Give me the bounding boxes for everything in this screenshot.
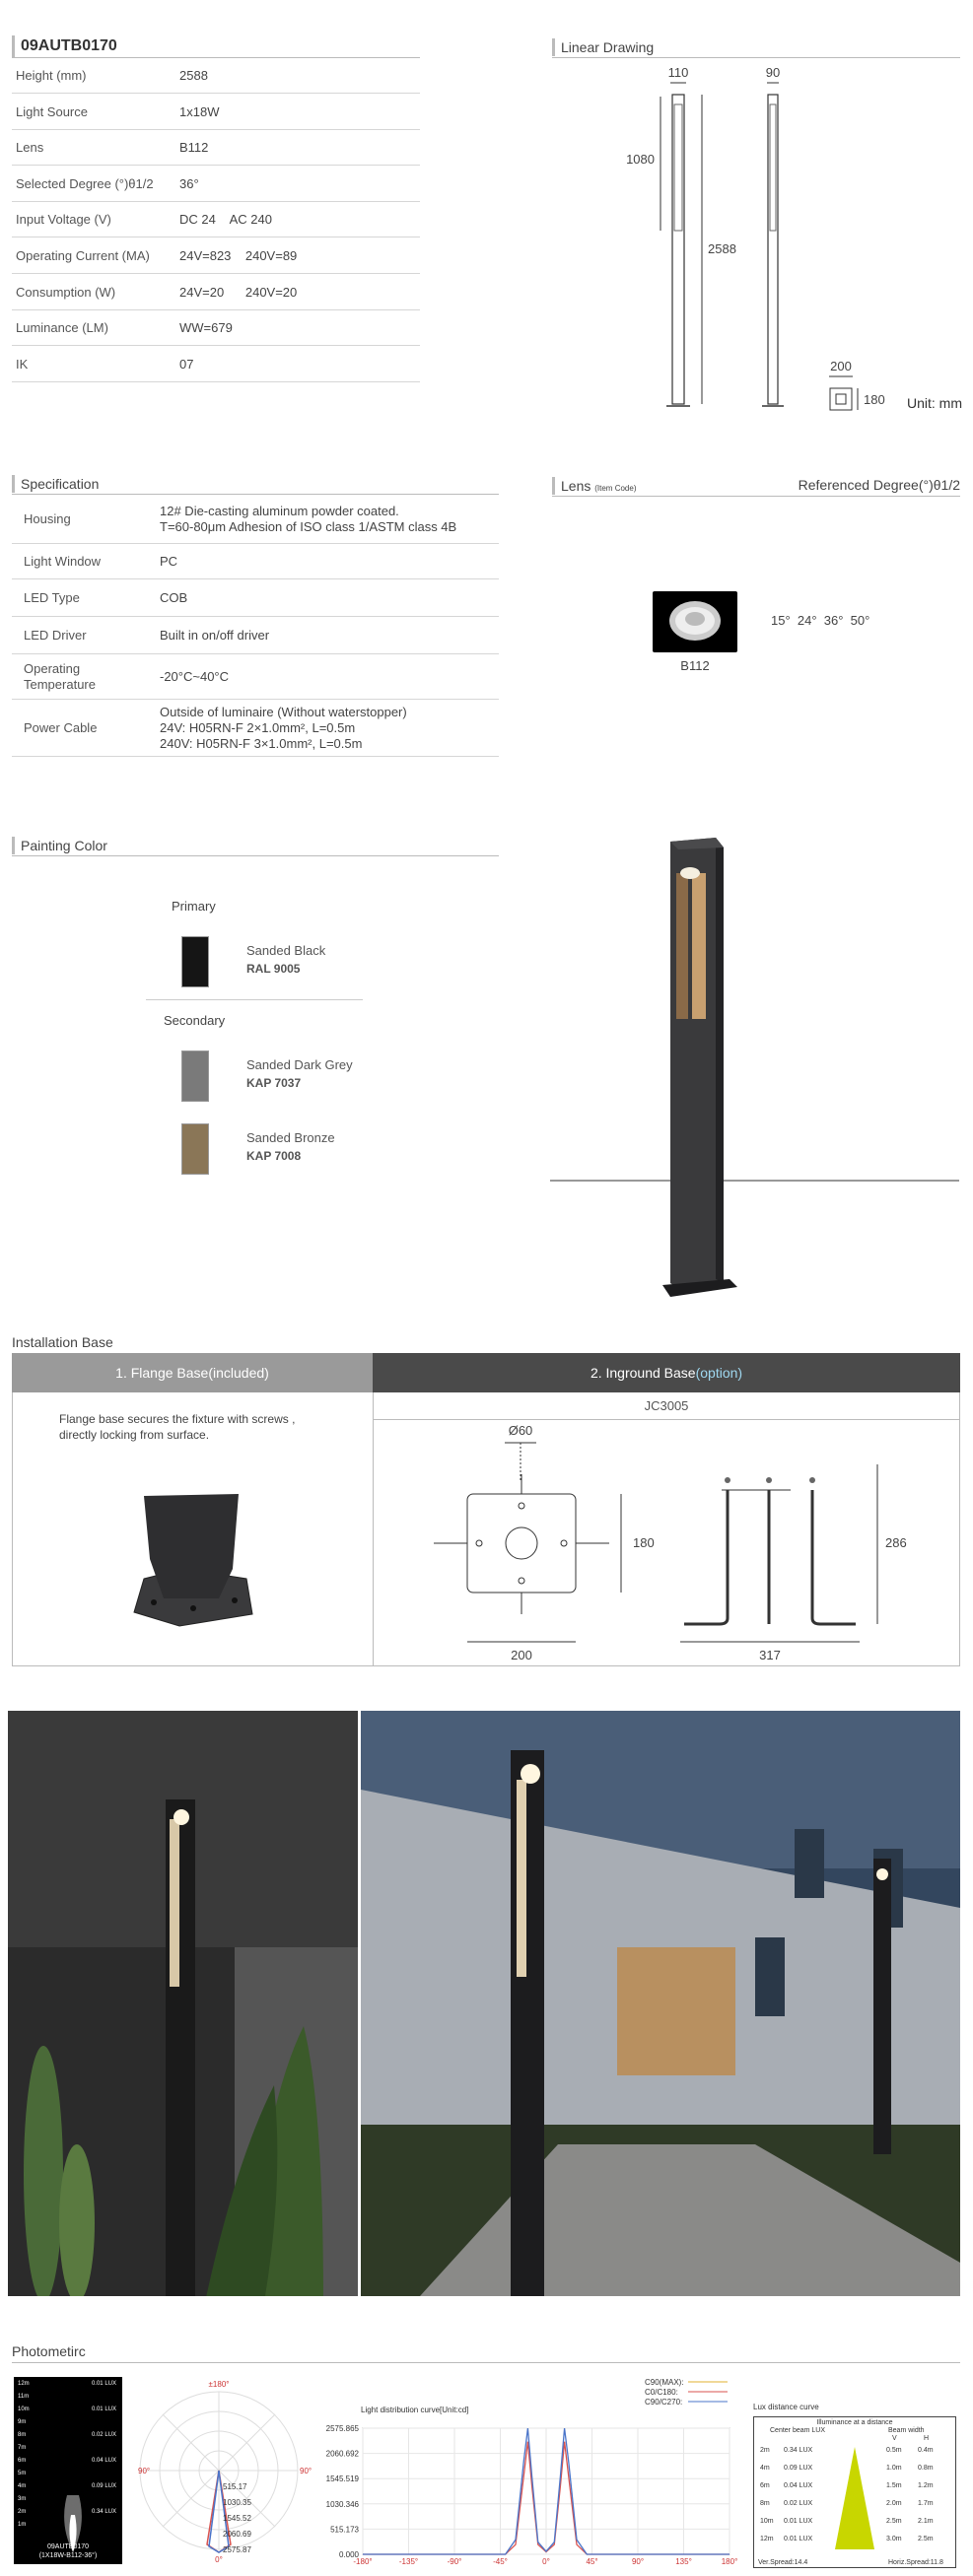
x-tick-label: 180°: [721, 2557, 738, 2566]
spec-label: Operating Current (MA): [16, 248, 150, 263]
installation-title: Installation Base: [12, 1334, 113, 1350]
lens-item-code: B112: [680, 658, 710, 673]
y-tick-label: 1545.519: [325, 2474, 359, 2484]
painting-color-title: Painting Color: [12, 837, 107, 854]
isolux-value-label: 0.01 LUX: [91, 2407, 116, 2412]
spec-row: [12, 167, 420, 202]
isolux-distance-label: 6m: [18, 2458, 27, 2464]
spec-label: IK: [16, 356, 29, 372]
lux-table: Illuminance at a distance Center beam LUX Beam width V H 2m 0.34 LUX 0.5m 0.4m 4m 0.09 LUX 1.0m 0.8m 6m 0.04 LUX 1.5m 1.2m 8m 0.02 LUX 2.0m 1.7m 10m 0.01 LUX 2.5m 2.1m 12m 0.01 LUX 3.0m 2.5m Ver.Spread:14.4 Horiz.Spread:11.8: [753, 2416, 956, 2568]
spec-label: Luminance (LM): [16, 320, 108, 336]
spec-label: Consumption (W): [16, 284, 116, 300]
isolux-distance-label: 10m: [18, 2407, 30, 2412]
frame-divider: [373, 1392, 374, 1666]
lux-row: 12m 0.01 LUX 3.0m 2.5m: [760, 2536, 934, 2542]
svg-text:2575.87: 2575.87: [223, 2545, 251, 2554]
specification-row: [12, 579, 499, 617]
polar-chart: [138, 2377, 315, 2564]
tab-flange-base[interactable]: 1. Flange Base(included): [12, 1353, 373, 1392]
x-tick-label: -135°: [398, 2557, 419, 2566]
isolux-value-label: 0.34 LUX: [91, 2509, 116, 2515]
isolux-panel: [14, 2377, 122, 2564]
spec-row: [12, 275, 420, 310]
specification-value: COB: [160, 590, 188, 605]
y-tick-label: 2060.692: [325, 2449, 359, 2459]
inground-code: JC3005: [374, 1392, 959, 1420]
isolux-distance-label: 2m: [18, 2509, 27, 2515]
isolux-caption: 09AUTB0170 (1X18W-B112-36°): [38, 2543, 98, 2559]
svg-text:±180°: ±180°: [208, 2380, 230, 2389]
spec-row: [12, 347, 420, 382]
isolux-distance-label: 12m: [18, 2381, 30, 2387]
lens-image: [653, 591, 737, 652]
x-tick-label: 45°: [586, 2557, 598, 2566]
isolux-distance-label: 3m: [18, 2496, 27, 2502]
divider: [552, 57, 960, 58]
secondary-label: Secondary: [164, 1013, 226, 1028]
light-distribution-chart: [315, 2377, 749, 2570]
specification-label: Operating Temperature: [24, 661, 96, 692]
isolux-value-label: 0.01 LUX: [91, 2381, 116, 2387]
spec-row: [12, 58, 420, 94]
product-code: 09AUTB0170: [12, 35, 117, 57]
x-tick-label: -45°: [493, 2557, 508, 2566]
spec-value: WW=679: [179, 320, 233, 336]
spec-label: Lens: [16, 140, 44, 156]
x-tick-label: -180°: [353, 2557, 373, 2566]
dim-plate-w: 200: [511, 1648, 532, 1662]
spec-row: [12, 95, 420, 130]
unit-label: Unit: mm: [907, 395, 962, 411]
legend-c0c180: C0/C180:: [645, 2388, 678, 2397]
isolux-distance-label: 11m: [18, 2394, 30, 2400]
y-tick-label: 2575.865: [325, 2424, 359, 2433]
dim-90: 90: [765, 65, 781, 80]
dim-anchor-w: 317: [759, 1648, 781, 1662]
product-render: [550, 834, 964, 1297]
specification-label: Housing: [24, 511, 71, 526]
spec-label: Height (mm): [16, 68, 87, 83]
divider: [552, 496, 960, 497]
lux-row: 2m 0.34 LUX 0.5m 0.4m: [760, 2447, 934, 2454]
spec-row: [12, 130, 420, 166]
isolux-distance-label: 5m: [18, 2471, 27, 2476]
dim-2588: 2588: [708, 241, 736, 256]
swatch-sanded-black: [181, 936, 209, 987]
dim-110: 110: [667, 65, 689, 80]
spec-value: 1x18W: [179, 103, 220, 119]
spec-label: Input Voltage (V): [16, 212, 111, 228]
specification-value: PC: [160, 554, 178, 569]
svg-text:515.17: 515.17: [223, 2482, 247, 2491]
spec-row: [12, 238, 420, 274]
photo-indoor: [8, 1711, 358, 2296]
dim-plate-h: 180: [633, 1535, 655, 1550]
spec-value: 2588: [179, 68, 208, 83]
lens-title: Lens (Item Code): [552, 477, 636, 495]
isolux-value-label: 0.02 LUX: [91, 2432, 116, 2438]
specification-value: Built in on/off driver: [160, 628, 270, 643]
isolux-value-label: 0.04 LUX: [91, 2458, 116, 2464]
flange-base-image: [124, 1490, 262, 1628]
divider: [146, 999, 363, 1000]
legend-c90max: C90(MAX):: [645, 2378, 684, 2387]
specification-row: [12, 495, 499, 544]
specification-row: [12, 700, 499, 757]
specification-value: Outside of luminaire (Without waterstopper) 24V: H05RN-F 2×1.0mm², L=0.5m 240V: H05RN-F 3×1.0mm², L=0.5m: [160, 705, 407, 751]
spec-value: B112: [179, 140, 209, 156]
spec-label: Selected Degree (°)θ1/2: [16, 175, 154, 191]
photometric-title: Photometirc: [12, 2343, 86, 2359]
spec-value: 07: [179, 356, 194, 372]
spec-value: 24V=20 240V=20: [179, 284, 298, 300]
y-tick-label: 0.000: [338, 2550, 359, 2559]
isolux-distance-label: 9m: [18, 2419, 27, 2425]
flange-description: Flange base secures the fixture with screws , directly locking from surface.: [59, 1412, 296, 1442]
color-sanded-dark-grey: Sanded Dark Grey KAP 7037: [246, 1057, 353, 1090]
dim-200: 200: [830, 359, 852, 373]
referenced-degree-label: Referenced Degree(°)θ1/2: [798, 477, 960, 493]
spec-label: Light Source: [16, 103, 88, 119]
svg-text:0°: 0°: [215, 2555, 223, 2564]
swatch-sanded-dark-grey: [181, 1051, 209, 1102]
y-tick-label: 515.173: [330, 2525, 359, 2535]
lux-row: 4m 0.09 LUX 1.0m 0.8m: [760, 2465, 934, 2472]
isolux-distance-label: 8m: [18, 2432, 27, 2438]
spec-value: 24V=823 240V=89: [179, 248, 298, 263]
lux-row: 6m 0.04 LUX 1.5m 1.2m: [760, 2482, 934, 2489]
specification-title: Specification: [12, 475, 99, 493]
color-sanded-bronze: Sanded Bronze KAP 7008: [246, 1130, 335, 1163]
primary-label: Primary: [172, 899, 216, 914]
specification-label: LED Driver: [24, 628, 87, 643]
x-tick-label: 0°: [542, 2557, 550, 2566]
spec-row: [12, 202, 420, 237]
isolux-distance-label: 1m: [18, 2522, 27, 2528]
x-tick-label: 90°: [631, 2557, 645, 2566]
specification-value: 12# Die-casting aluminum powder coated. T=60-80μm Adhesion of ISO class 1/ASTM class 4B: [160, 504, 457, 534]
isolux-distance-label: 4m: [18, 2483, 27, 2489]
svg-text:90°: 90°: [138, 2467, 151, 2475]
lux-title: Lux distance curve: [753, 2403, 819, 2411]
lux-row: 10m 0.01 LUX 2.5m 2.1m: [760, 2518, 934, 2525]
color-sanded-black: Sanded Black RAL 9005: [246, 943, 326, 976]
lens-degrees: 15° 24° 36° 50°: [771, 613, 870, 628]
svg-text:1030.35: 1030.35: [223, 2498, 251, 2507]
chart-title: Light distribution curve[Unit:cd]: [361, 2406, 469, 2414]
spec-value: DC 24 AC 240: [179, 212, 272, 228]
specification-label: Light Window: [24, 554, 102, 569]
divider: [12, 2362, 960, 2363]
isolux-value-label: 0.09 LUX: [91, 2483, 116, 2489]
x-tick-label: 135°: [675, 2557, 692, 2566]
specification-label: Power Cable: [24, 720, 98, 735]
specification-label: LED Type: [24, 590, 80, 605]
divider: [12, 855, 499, 856]
spec-value: 36°: [179, 175, 199, 191]
photo-outdoor: [361, 1711, 960, 2296]
x-tick-label: -90°: [447, 2557, 462, 2566]
isolux-distance-label: 7m: [18, 2445, 27, 2451]
dim-1080: 1080: [626, 152, 655, 167]
inground-base-drawing: [394, 1423, 956, 1663]
specification-row: [12, 654, 499, 700]
spec-row: [12, 310, 420, 346]
legend-c90c270: C90/C270:: [645, 2398, 683, 2407]
dim-180: 180: [864, 392, 885, 407]
lux-row: 8m 0.02 LUX 2.0m 1.7m: [760, 2500, 934, 2507]
dim-diameter: Ø60: [508, 1423, 533, 1438]
linear-drawing-title: Linear Drawing: [552, 38, 654, 56]
tab-inground-base[interactable]: 2. Inground Base(option): [373, 1353, 960, 1392]
svg-text:1545.52: 1545.52: [223, 2514, 251, 2523]
specification-value: -20°C~40°C: [160, 669, 230, 684]
specification-row: [12, 617, 499, 654]
specification-row: [12, 544, 499, 579]
linear-drawing: [591, 61, 966, 426]
svg-text:2060.69: 2060.69: [223, 2530, 251, 2539]
y-tick-label: 1030.346: [325, 2499, 359, 2509]
svg-text:90°: 90°: [300, 2467, 313, 2475]
dim-anchor-h: 286: [885, 1535, 907, 1550]
swatch-sanded-bronze: [181, 1123, 209, 1175]
